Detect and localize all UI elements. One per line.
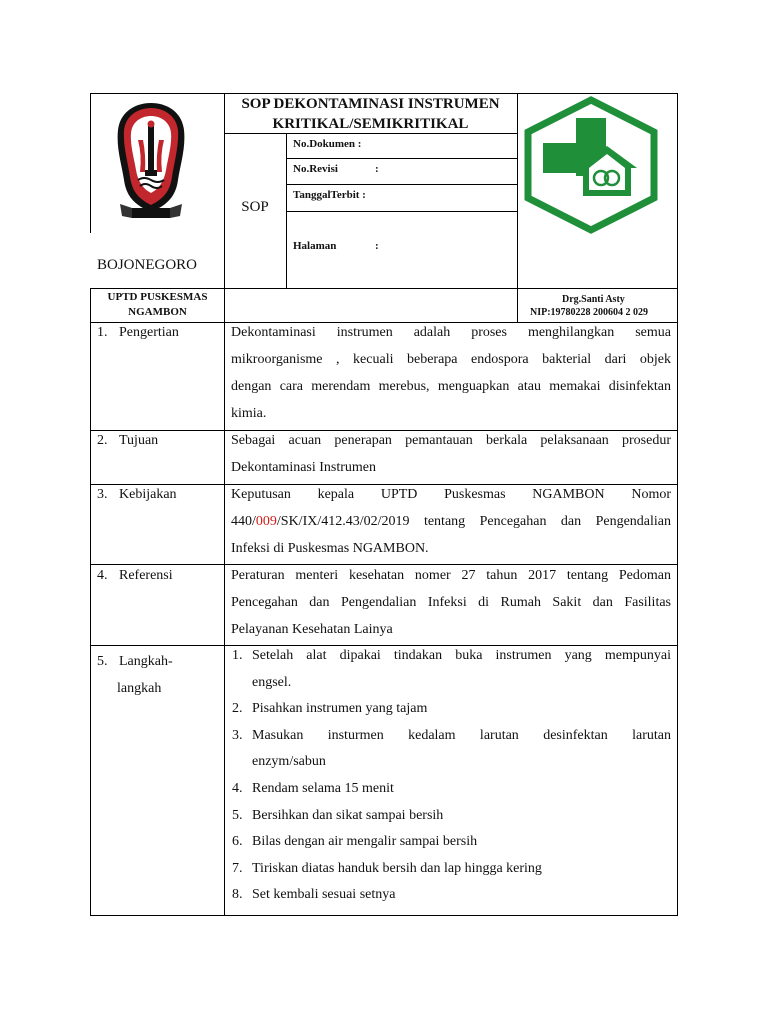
steps-list [232, 643, 671, 909]
section-number: 2. [97, 433, 108, 448]
text-line: Sebagai acuan penerapan pemantauan berkala pelaksanaan prosedur [231, 433, 671, 448]
section-title-line-1: Langkah- [119, 654, 173, 669]
section-number: 3. [97, 487, 108, 502]
section-label-pengertian [97, 325, 179, 341]
text-line: Pelayanan Kesehatan Lainya [231, 622, 393, 637]
list-item [232, 723, 671, 776]
region-name: BOJONEGORO [97, 257, 198, 273]
document-title [224, 93, 517, 134]
nomor-highlight: 009 [255, 514, 277, 529]
section-title: Pengertian [119, 325, 179, 340]
field-halaman: Halaman [293, 240, 337, 252]
step-text: Bersihkan dan sikat sampai bersih [252, 807, 444, 823]
text-line: Dekontaminasi instrumen adalah proses menghilangkan semua [231, 325, 671, 340]
step-number: 8. [232, 887, 243, 903]
step-text: Set kembali sesuai setnya [252, 887, 396, 903]
list-item [232, 829, 671, 856]
nomor-prefix: 440/ [231, 514, 256, 529]
step-number: 6. [232, 834, 243, 850]
text-line: Infeksi di Puskesmas NGAMBON. [231, 541, 429, 556]
field-no-revisi: No.Revisi [293, 163, 338, 175]
text-line: Dekontaminasi Instrumen [231, 460, 377, 475]
section-title: Tujuan [119, 433, 159, 448]
nomor-suffix: /SK/IX/412.43/02/2019 tentang Pencegahan dan Pengendalian [276, 514, 671, 529]
step-number: 4. [232, 780, 243, 796]
text-line: mikroorganisme , kecuali beberapa endospora bakterial dari objek [231, 352, 671, 367]
field-no-dokumen: No.Dokumen : [293, 138, 362, 150]
section-label-kebijakan [97, 487, 177, 503]
field-no-revisi-colon: : [375, 163, 379, 175]
unit-name [91, 290, 224, 320]
list-item [232, 776, 671, 803]
puskesmas-cross-icon [523, 96, 659, 234]
list-item [232, 882, 671, 909]
step-text-cont: engsel. [252, 674, 292, 690]
text-line: Peraturan menteri kesehatan nomer 27 tahun 2017 tentang Pedoman [231, 568, 671, 583]
step-text: Pisahkan instrumen yang tajam [252, 701, 428, 717]
section-label-langkah [97, 648, 173, 702]
step-text-cont: enzym/sabun [252, 754, 326, 770]
unit-line-1: UPTD PUSKESMAS [107, 291, 208, 303]
step-number: 5. [232, 807, 243, 823]
list-item [232, 803, 671, 830]
step-number: 2. [232, 701, 243, 717]
sop-label: SOP [241, 199, 269, 215]
step-text: Masukan insturmen kedalam larutan desinfektan larutan [252, 727, 671, 743]
section-label-tujuan [97, 433, 158, 449]
text-line: dengan cara merendam merebus, menguapkan atau memakai disinfektan [231, 379, 671, 394]
unit-line-2: NGAMBON [128, 306, 187, 318]
section-number: 4. [97, 568, 108, 583]
list-item [232, 856, 671, 883]
step-number: 3. [232, 727, 243, 743]
step-number: 1. [232, 648, 243, 663]
section-body-tujuan [231, 427, 671, 481]
text-line: Pencegahan dan Pengendalian Infeksi di Rumah Sakit dan Fasilitas [231, 595, 671, 610]
step-text: Setelah alat dipakai tindakan buka instrumen yang mempunyai [252, 648, 671, 663]
puskesmas-logo [523, 96, 659, 234]
section-label-referensi [97, 568, 173, 584]
section-body-pengertian [231, 319, 671, 427]
bojonegoro-logo [112, 100, 190, 228]
section-body-referensi [231, 562, 671, 643]
text-line-nomor [231, 508, 671, 535]
field-halaman-colon: : [375, 240, 379, 252]
section-number: 1. [97, 325, 108, 340]
list-item [232, 696, 671, 723]
signer-nip: NIP:19780228 200604 2 029 [530, 307, 649, 318]
field-tanggal-terbit: TanggalTerbit : [293, 189, 366, 201]
text-line: kimia. [231, 406, 267, 421]
text-line: Keputusan kepala UPTD Puskesmas NGAMBON Nomor [231, 487, 671, 502]
signer [524, 293, 674, 319]
step-text: Rendam selama 15 menit [252, 780, 394, 796]
section-number: 5. [97, 654, 108, 669]
title-line-1: SOP DEKONTAMINASI INSTRUMEN [241, 96, 500, 112]
regional-emblem-icon [112, 100, 190, 228]
section-title: Kebijakan [119, 487, 177, 502]
section-title: Referensi [119, 568, 173, 583]
step-text: Bilas dengan air mengalir sampai bersih [252, 834, 478, 850]
title-line-2: KRITIKAL/SEMIKRITIKAL [272, 116, 469, 132]
section-body-kebijakan [231, 481, 671, 562]
step-number: 7. [232, 860, 243, 876]
signer-name: Drg.Santi Asty [562, 294, 625, 305]
step-text: Tiriskan diatas handuk bersih dan lap hingga kering [252, 860, 542, 876]
list-item [232, 643, 671, 696]
section-title-line-2: langkah [117, 681, 162, 696]
